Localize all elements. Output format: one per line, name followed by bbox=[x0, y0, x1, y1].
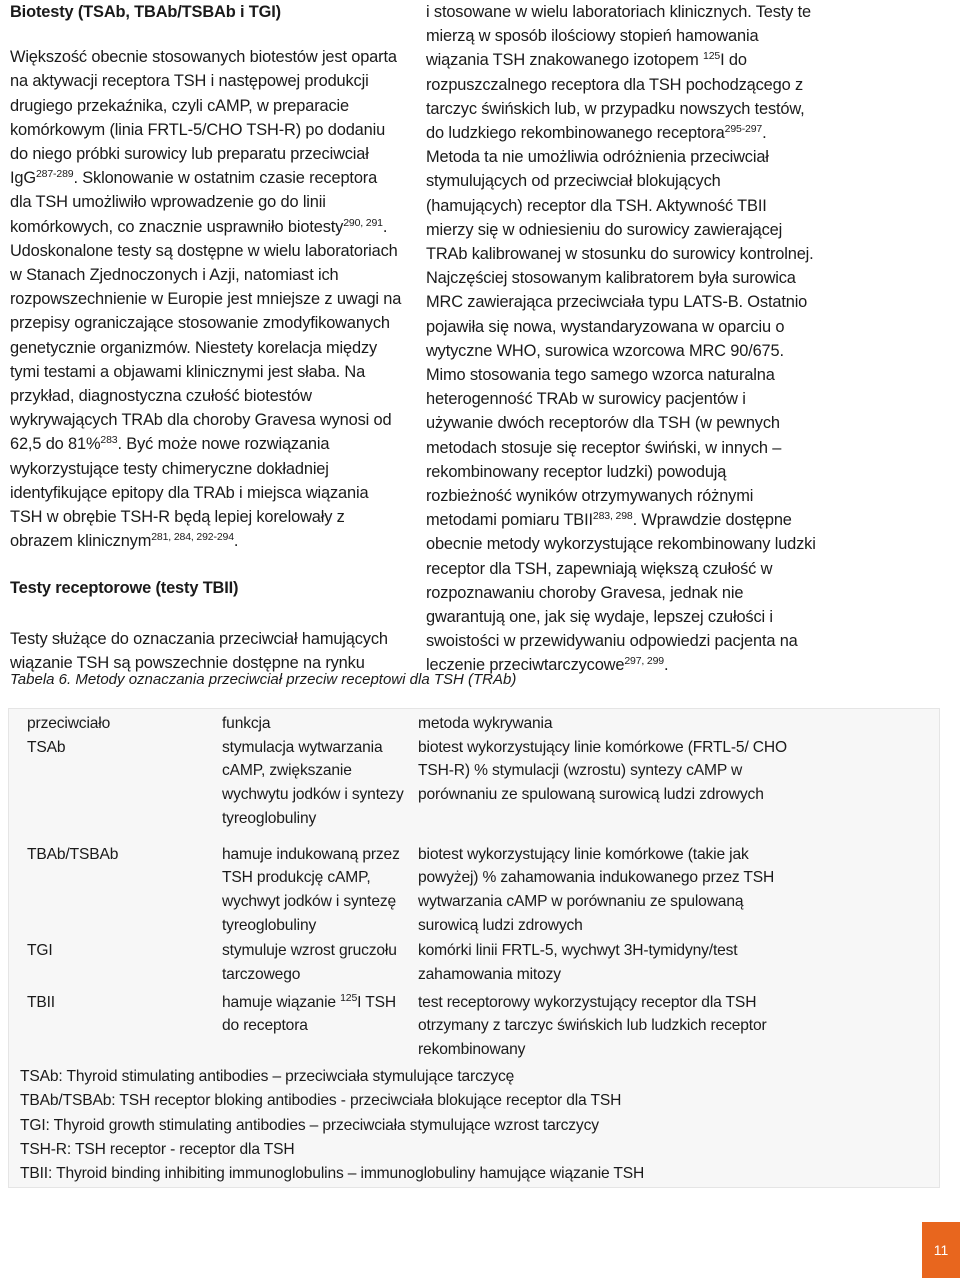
cell-antibody: TGI bbox=[27, 942, 53, 960]
abbreviation-note: TBII: Thyroid binding inhibiting immunoglobulins – immunoglobuliny hamujące wiązanie TSH bbox=[20, 1165, 645, 1183]
table-row bbox=[0, 736, 960, 831]
header-function: funkcja bbox=[222, 715, 271, 732]
cell-function: hamuje wiązanie $^{125}$I TSH do receptora bbox=[222, 991, 396, 1035]
table-row bbox=[0, 843, 960, 938]
paragraph-receptor-tests: i stosowane w wielu laboratoriach klinicznych. Testy te mierzą w sposób ilościowy stopień hamowania wiązania TSH znakowanego izotopem $^{125}$I do rozpuszczalnego receptora dla TSH pochodzącego z tarczyc świńskich lub, w przypadku nowszych testów, do ludzkiego rekombinowanego receptora$^{295-297}$. Metoda ta nie umożliwia odróżnienia przeciwciał stymulujących od przeciwciał blokujących (hamujących) receptor dla TSH. Aktywność TBII mierzy się w odniesieniu do surowicy zawierającej TRAb kalibrowanej w stosunku do surowicy kontrolnej. Najczęściej stosowanym kalibratorem była surowica MRC zawierająca przeciwciała typu LATS-B. Ostatnio pojawiła się nowa, wystandaryzowana w oparciu o wytyczne WHO, surowica wzorcowa MRC 90/675. Mimo stosowania tego samego wzorca naturalna heterogenność TRAb w surowicy pacjentów i używanie dwóch receptorów dla TSH (w pewnych metodach stosuje się receptor świński, w innych – rekombinowany receptor ludzki) powodują rozbieżność wyników otrzymywanych różnymi metodami pomiaru TBII$^{283, 298}$. Wprawdzie dostępne obecnie metody wykorzystujące rekombinowany ludzki receptor dla TSH, zapewniają większą czułość w rozpoznawaniu choroby Gravesa, jednak nie gwarantują one, jak się wydaje, lepszej czułości i swoistości w przewidywaniu odpowiedzi pacjenta na leczenie przeciwtarczycowe$^{297, 299}$. bbox=[426, 3, 816, 675]
paragraph-biotests: Większość obecnie stosowanych biotestów jest oparta na aktywacji receptora TSH i następowej produkcji drugiego przekaźnika, czyli cAMP, w preparacie komórkowym (linia FRTL-5/CHO TSH-R) po dodaniu do niego próbki surowicy lub preparatu przeciwciał IgG$^{287-289}$. Sklonowanie w ostatnim czasie receptora dla TSH umożliwiło wprowadzenie go do linii komórkowych, co znacznie usprawniło biotesty$^{290, 291}$. Udoskonalone testy są dostępne w wielu laboratoriach w Stanach Zjednoczonych i Azji, natomiast ich rozpowszechnienie w Europie jest mniejsze z uwagi na przepisy ograniczające stosowanie zmodyfikowanych genetycznie organizmów. Niestety korelacja między tymi testami a objawami klinicznymi jest słaba. Na przykład, diagnostyczna czułość biotestów wykrywających TRAb dla choroby Gravesa wynosi od 62,5 do 81%$^{283}$. Być może nowe rozwiązania wykorzystujące testy chimeryczne dokładniej identyfikujące epitopy dla TRAb i miejsca wiązania TSH w obrębie TSH-R będą lepiej korelowały z obrazem klinicznym$^{281, 284, 292-294}$. bbox=[10, 48, 402, 551]
cell-antibody: TSAb bbox=[27, 738, 66, 756]
citation: 290, 291 bbox=[343, 216, 383, 229]
table-caption: Tabela 6. Metody oznaczania przeciwciał przeciw receptowi dla TSH (TRAb) bbox=[10, 671, 517, 688]
citation: 297, 299 bbox=[624, 655, 665, 668]
cell-function: stymuluje wzrost gruczołu tarczowego bbox=[222, 942, 397, 984]
page-number: 11 bbox=[922, 1222, 960, 1278]
citation: 283 bbox=[100, 434, 118, 447]
abbreviation-note: TBAb/TSBAb: TSH receptor bloking antibodies - przeciwciała blokujące receptor dla TSH bbox=[20, 1092, 622, 1110]
cell-method: biotest wykorzystujący linie komórkowe (takie jak powyżej) % zahamowania indukowanego przez TSH wytwarzania cAMP w porównaniu ze spulowaną surowicą ludzi zdrowych bbox=[418, 845, 775, 934]
section-heading-receptor-tests: Testy receptorowe (testy TBII) bbox=[10, 579, 239, 598]
table-row bbox=[0, 991, 960, 1062]
isotope-superscript: 125 bbox=[340, 991, 358, 1004]
header-detection-method: metoda wykrywania bbox=[418, 715, 553, 732]
section-heading-biotests: Biotesty (TSAb, TBAb/TSBAb i TGI) bbox=[10, 3, 281, 21]
table-row bbox=[0, 939, 960, 986]
citation: 281, 284, 292-294 bbox=[151, 531, 234, 544]
left-column bbox=[10, 0, 402, 675]
citation: 295-297 bbox=[724, 123, 763, 136]
abbreviation-note: TSAb: Thyroid stimulating antibodies – przeciwciała stymulujące tarczycę bbox=[20, 1068, 515, 1085]
abbreviation-note: TSH-R: TSH receptor - receptor dla TSH bbox=[20, 1140, 295, 1158]
cell-antibody: TBAb/TSBAb bbox=[27, 845, 119, 863]
table-abbreviations bbox=[20, 1065, 644, 1186]
cell-antibody: TBII bbox=[27, 993, 55, 1011]
cell-function: stymulacja wytwarzania cAMP, zwiększanie wychwytu jodków i syntezy tyreoglobuliny bbox=[222, 738, 404, 827]
trab-methods-table bbox=[0, 712, 960, 1062]
table-header-row bbox=[0, 712, 960, 736]
cell-function: hamuje indukowaną przez TSH produkcję cAMP, wychwyt jodków i syntezę tyreoglobuliny bbox=[222, 845, 400, 934]
right-column bbox=[426, 0, 816, 678]
header-antibody: przeciwciało bbox=[27, 715, 111, 732]
cell-method: test receptorowy wykorzystujący receptor dla TSH otrzymany z tarczyc świńskich lub ludzkich receptor rekombinowany bbox=[418, 993, 767, 1059]
citation: 287-289 bbox=[35, 168, 74, 181]
paragraph-receptor-tests-intro: Testy służące do oznaczania przeciwciał hamujących wiązanie TSH są powszechnie dostępne na rynku bbox=[10, 629, 388, 672]
citation: 283, 298 bbox=[592, 510, 633, 523]
cell-method: komórki linii FRTL-5, wychwyt 3H-tymidyny/test zahamowania mitozy bbox=[418, 942, 738, 984]
citation: 125 bbox=[703, 50, 721, 63]
abbreviation-note: TGI: Thyroid growth stimulating antibodies – przeciwciała stymulujące wzrost tarczycy bbox=[20, 1116, 599, 1134]
cell-method: biotest wykorzystujący linie komórkowe (FRTL-5/ CHO TSH-R) % stymulacji (wzrostu) syntezy cAMP w porównaniu ze spulowaną surowicą ludzi zdrowych bbox=[418, 738, 788, 804]
